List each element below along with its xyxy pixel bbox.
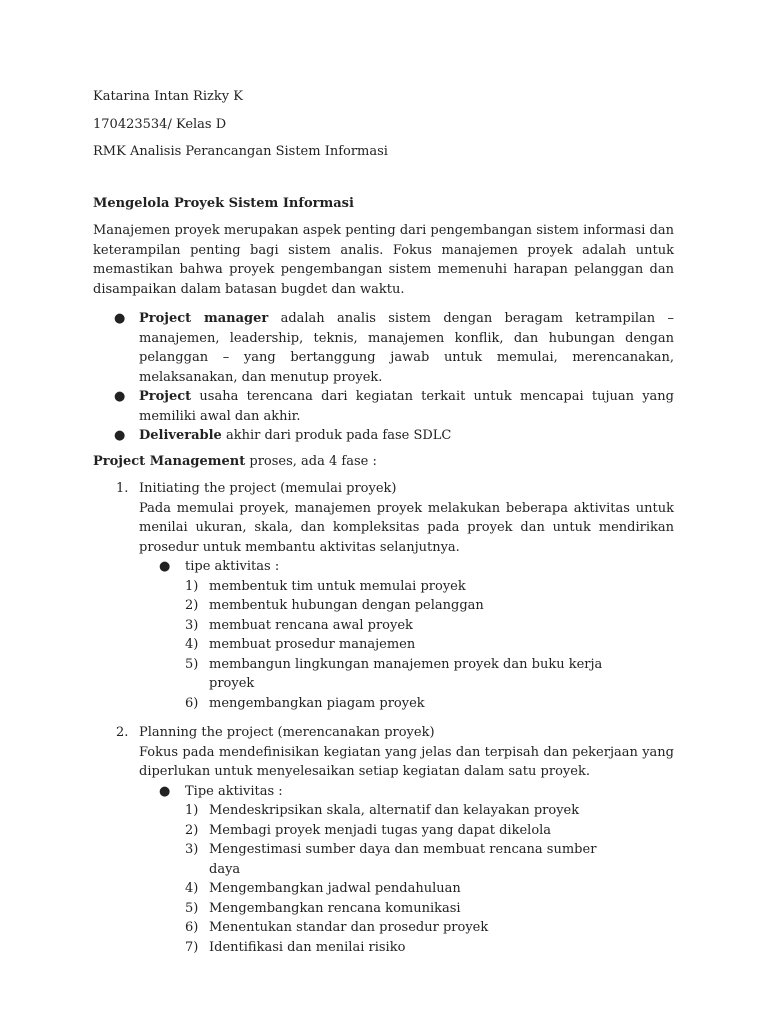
phase-number: 2. — [116, 725, 129, 740]
phase-title: Planning the project (merencanakan proyek) — [139, 725, 435, 740]
bullet-icon: ● — [114, 311, 126, 326]
activity-list — [139, 801, 628, 957]
activity-step: 3) membuat rencana awal proyek — [185, 617, 413, 633]
bullet-icon: ● — [159, 783, 171, 799]
document-body — [93, 87, 674, 957]
activity-step: 6) Menentukan standar dan prosedur proyek — [185, 920, 489, 935]
phase-description: Pada memulai proyek, manajemen proyek melakukan beberapa aktivitas untuk menilai ukuran, skala, dan kompleksitas pada proyek dan untuk mendirikan prosedur untuk membantu aktivitas selanjutnya. — [139, 500, 674, 555]
pm-term: Project Management — [93, 453, 246, 469]
student-id-class: 170423534/ Kelas D — [93, 116, 227, 132]
activity-list — [139, 577, 628, 714]
bullet-icon: ● — [159, 559, 171, 574]
definition-term: Project — [139, 389, 192, 404]
activity-step: 3) Mengestimasi sumber daya dan membuat rencana sumber daya — [185, 842, 597, 877]
activity-step: 1) Mendeskripsikan skala, alternatif dan kelayakan proyek — [185, 803, 580, 818]
project-management-line — [93, 452, 674, 472]
activity-step: 1) membentuk tim untuk memulai proyek — [185, 578, 466, 594]
activity-step: 6) mengembangkan piagam proyek — [185, 695, 425, 711]
definition-text: adalah analis sistem dengan beragam ketrampilan – manajemen, leadership, teknis, manajemen konflik, dan hubungan dengan pelanggan – yang bertanggung jawab untuk memulai, merencanakan, melaksanakan, dan menutup proyek. — [139, 311, 674, 385]
bullet-icon: ● — [114, 428, 126, 443]
pm-text: proses, ada 4 fase : — [245, 453, 377, 469]
activity-block — [139, 782, 674, 958]
phase-item — [93, 479, 674, 713]
activity-step: 4) membuat prosedur manajemen — [185, 637, 416, 652]
definition-item — [93, 309, 674, 387]
activity-step: 2) Membagi proyek menjadi tugas yang dapat dikelola — [185, 822, 552, 838]
definition-list — [93, 309, 674, 446]
activity-step: 7) Identifikasi dan menilai risiko — [185, 939, 406, 955]
activity-step: 5) membangun lingkungan manajemen proyek dan buku kerja proyek — [185, 656, 603, 691]
course-title: RMK Analisis Perancangan Sistem Informasi — [93, 144, 388, 159]
phase-number: 1. — [116, 481, 129, 496]
definition-item — [93, 387, 674, 426]
phase-description: Fokus pada mendefinisikan kegiatan yang jelas dan terpisah dan pekerjaan yang diperlukan untuk menyelesaikan setiap kegiatan dalam satu proyek. — [139, 744, 674, 779]
definition-item — [93, 426, 674, 446]
section-heading: Mengelola Proyek Sistem Informasi — [93, 195, 354, 211]
author-name: Katarina Intan Rizky K — [93, 89, 243, 104]
phase-item — [93, 723, 674, 957]
phase-title: Initiating the project (memulai proyek) — [139, 481, 397, 496]
bullet-icon: ● — [114, 389, 126, 404]
activity-step: 4) Mengembangkan jadwal pendahuluan — [185, 881, 461, 896]
definition-text: usaha terencana dari kegiatan terkait untuk mencapai tujuan yang memiliki awal dan akhir. — [139, 389, 674, 424]
activity-label: tipe aktivitas : — [185, 559, 280, 574]
activity-block — [139, 557, 674, 713]
activity-step: 2) membentuk hubungan dengan pelanggan — [185, 598, 484, 613]
intro-paragraph: Manajemen proyek merupakan aspek penting dari pengembangan sistem informasi dan keterampilan penting bagi sistem analis. Fokus manajemen proyek adalah untuk memastikan bahwa proyek pengembangan sistem memenuhi harapan pelanggan dan disampaikan dalam batasan bugdet dan waktu. — [93, 223, 674, 297]
definition-term: Project manager — [139, 311, 269, 326]
activity-label: Tipe aktivitas : — [185, 783, 283, 799]
definition-term: Deliverable — [139, 428, 222, 443]
activity-step: 5) Mengembangkan rencana komunikasi — [185, 900, 461, 916]
definition-text: akhir dari produk pada fase SDLC — [221, 428, 452, 443]
